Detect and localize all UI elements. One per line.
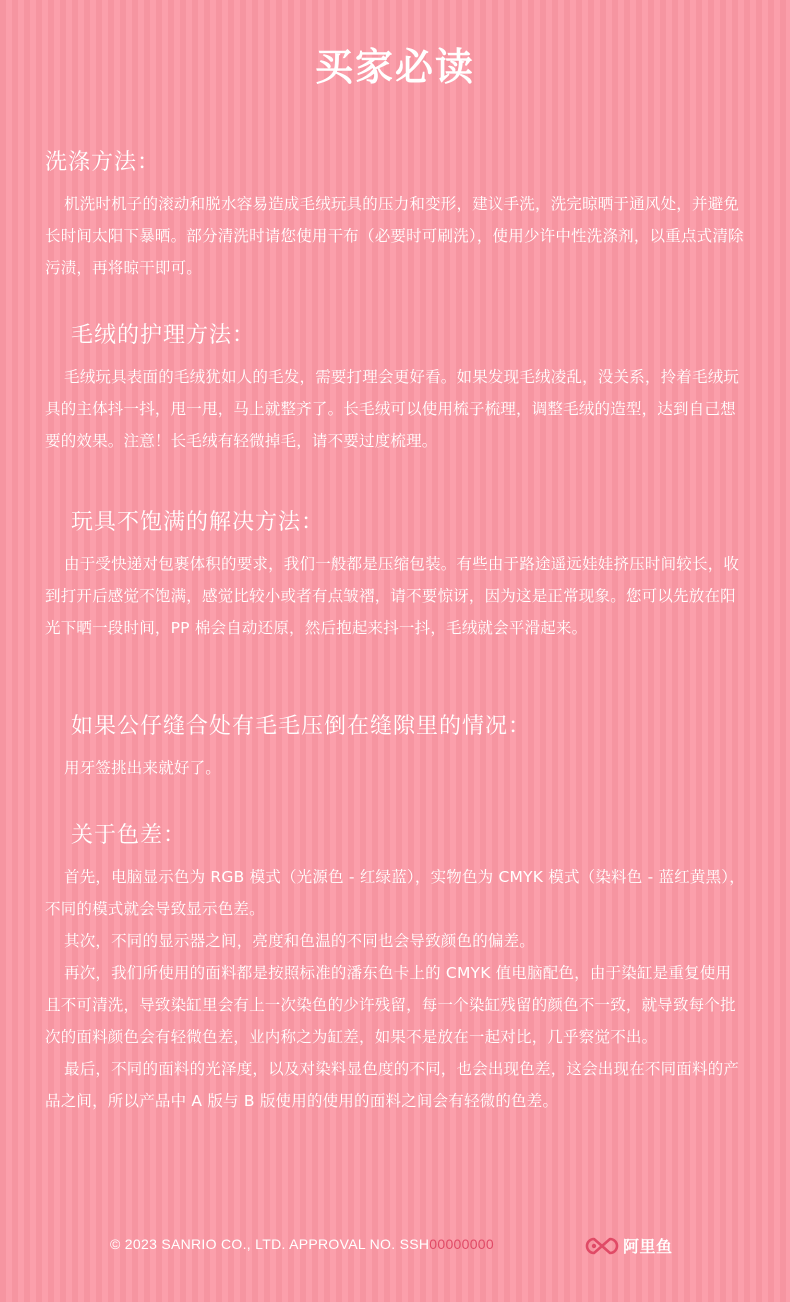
- section-heading: 玩具不饱满的解决方法：: [71, 510, 325, 535]
- section-heading: 洗涤方法：: [45, 150, 161, 175]
- section-heading: 如果公仔缝合处有毛毛压倒在缝隙里的情况：: [71, 714, 532, 739]
- section-heading: 毛绒的护理方法：: [71, 323, 256, 348]
- section-paragraph: 机洗时机子的滚动和脱水容易造成毛绒玩具的压力和变形，建议手洗，洗完晾晒于通风处，并避免长时间太阳下暴晒。部分清洗时请您使用干布（必要时可刷洗），使用少许中性洗涤剂，以重点式清除污渍，再将晾干即可。: [45, 195, 744, 277]
- page-title: 买家必读: [314, 45, 475, 89]
- section-paragraph: 由于受快递对包裹体积的要求，我们一般都是压缩包装。有些由于路途遥远娃娃挤压时间较长，收到打开后感觉不饱满，感觉比较小或者有点皱褶，请不要惊讶，因为这是正常现象。您可以先放在阳光下晒一段时间，PP 棉会自动还原，然后抱起来抖一抖，毛绒就会平滑起来。: [45, 555, 740, 637]
- alifish-logo-icon: [585, 1235, 619, 1257]
- section-color-difference: [45, 818, 745, 1117]
- section-paragraph: 其次，不同的显示器之间，亮度和色温的不同也会导致颜色的偏差。: [64, 932, 536, 950]
- section-paragraph: 用牙签挑出来就好了。: [64, 759, 222, 777]
- section-paragraph: 最后，不同的面料的光泽度，以及对染料显色度的不同，也会出现色差，这会出现在不同面料的产品之间，所以产品中 A 版与 B 版使用的使用的面料之间会有轻微的色差。: [45, 1060, 740, 1110]
- section-not-full: [45, 505, 745, 644]
- section-seam-fur: [45, 709, 745, 784]
- section-plush-care: [45, 318, 745, 457]
- section-paragraph: 首先，电脑显示色为 RGB 模式（光源色 - 红绿蓝），实物色为 CMYK 模式（染料色 - 蓝红黄黑），不同的模式就会导致显示色差。: [45, 868, 745, 918]
- section-heading: 关于色差：: [71, 823, 187, 848]
- copyright-text: © 2023 SANRIO CO., LTD. APPROVAL NO. SSH: [110, 1236, 430, 1252]
- approval-code: 00000000: [429, 1236, 494, 1252]
- alifish-logo: [585, 1234, 673, 1257]
- section-paragraph: 再次，我们所使用的面料都是按照标准的潘东色卡上的 CMYK 值电脑配色，由于染缸是重复使用且不可清洗，导致染缸里会有上一次染色的少许残留，每一个染缸残留的颜色不一致，就导致每个批次的面料颜色会有轻微色差，业内称之为缸差，如果不是放在一起对比，几乎察觉不出。: [45, 964, 736, 1046]
- section-washing: [45, 145, 745, 284]
- footer-copyright: [110, 1236, 494, 1252]
- section-paragraph: 毛绒玩具表面的毛绒犹如人的毛发，需要打理会更好看。如果发现毛绒凌乱，没关系，拎着毛绒玩具的主体抖一抖，甩一甩，马上就整齐了。长毛绒可以使用梳子梳理，调整毛绒的造型，达到自己想要的效果。注意！长毛绒有轻微掉毛，请不要过度梳理。: [45, 368, 740, 450]
- logo-text: 阿里鱼: [623, 1237, 673, 1256]
